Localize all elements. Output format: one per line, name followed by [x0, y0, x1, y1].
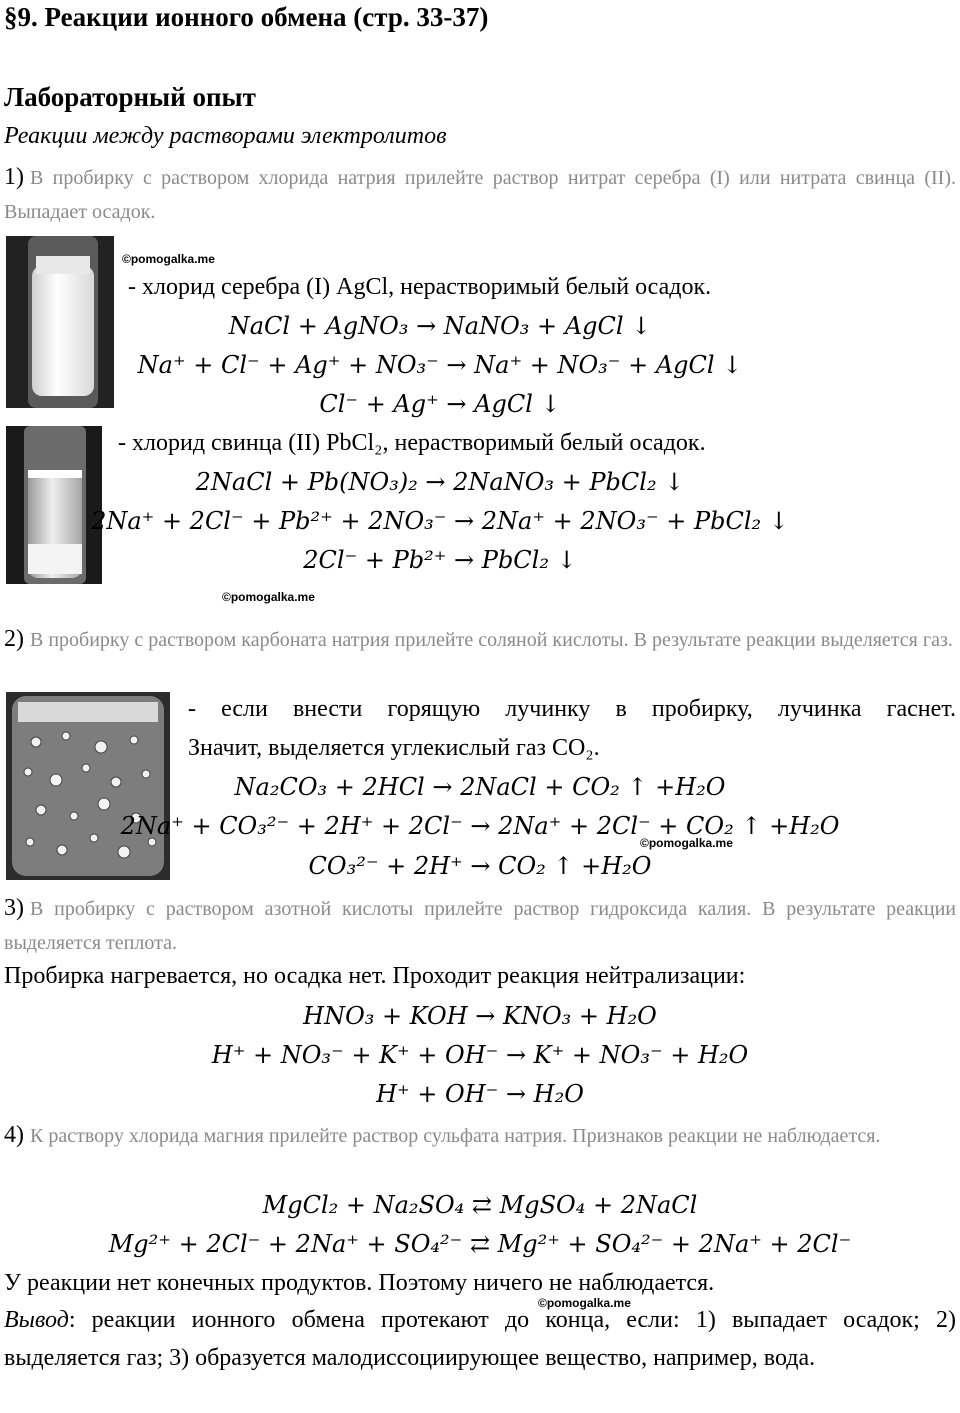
- task-text: В пробирку с раствором карбоната натрия прилейте соляной кислоты. В результате реакции выделяется газ.: [30, 629, 953, 651]
- section-heading: Лабораторный опыт: [4, 82, 256, 112]
- watermark: ©pomogalka.me: [122, 252, 215, 266]
- equation: H⁺ + OH⁻ → H₂O: [376, 1080, 584, 1108]
- co2-note-line-2: Значит, выделяется углекислый газ CO₂.: [188, 735, 600, 761]
- co2-note-line-1: - если внести горящую лучинку в пробирку, лучинка гаснет.: [188, 696, 956, 722]
- equation: 2Na⁺ + 2Cl⁻ + Pb²⁺ + 2NO₃⁻ → 2Na⁺ + 2NO₃⁻ + PbCl₂ ↓: [91, 507, 789, 535]
- agcl-note: - хлорид серебра (I) AgCl, нерастворимый белый осадок.: [128, 274, 712, 300]
- pbcl2-note: - хлорид свинца (II) PbCl₂, нерастворимый белый осадок.: [118, 430, 706, 456]
- equation: Mg²⁺ + 2Cl⁻ + 2Na⁺ + SO₄²⁻ ⇄ Mg²⁺ + SO₄²⁻ + 2Na⁺ + 2Cl⁻: [108, 1230, 852, 1258]
- equation: 2Na⁺ + CO₃²⁻ + 2H⁺ + 2Cl⁻ → 2Na⁺ + 2Cl⁻ + CO₂ ↑ +H₂O: [120, 812, 840, 840]
- task-text: К раствору хлорида магния прилейте раствор сульфата натрия. Признаков реакции не наблюдается.: [30, 1125, 881, 1147]
- no-products-note: У реакции нет конечных продуктов. Поэтому ничего не наблюдается.: [4, 1270, 715, 1296]
- equation: Na⁺ + Cl⁻ + Ag⁺ + NO₃⁻ → Na⁺ + NO₃⁻ + AgCl ↓: [137, 351, 743, 379]
- task-number: 3): [4, 895, 24, 921]
- equation: Cl⁻ + Ag⁺ → AgCl ↓: [319, 390, 561, 418]
- task-number: 2): [4, 626, 24, 652]
- equation: NaCl + AgNO₃ → NaNO₃ + AgCl ↓: [228, 312, 652, 340]
- equation: Na₂CO₃ + 2HCl → 2NaCl + CO₂ ↑ +H₂O: [234, 773, 726, 801]
- conclusion: [4, 1301, 956, 1377]
- watermark: ©pomogalka.me: [222, 590, 315, 604]
- conclusion-label: Вывод: [4, 1307, 69, 1333]
- equation: H⁺ + NO₃⁻ + K⁺ + OH⁻ → K⁺ + NO₃⁻ + H₂O: [211, 1041, 749, 1069]
- watermark: ©pomogalka.me: [538, 1296, 631, 1310]
- neutralization-note: Пробирка нагревается, но осадка нет. Проходит реакция нейтрализации:: [4, 963, 746, 989]
- task-1-instruction: [4, 160, 956, 229]
- task-2-instruction: [4, 622, 956, 657]
- page-title: §9. Реакции ионного обмена (стр. 33-37): [4, 2, 489, 32]
- section-subtitle: Реакции между растворами электролитов: [4, 123, 447, 149]
- task-number: 4): [4, 1122, 24, 1148]
- equation: CO₃²⁻ + 2H⁺ → CO₂ ↑ +H₂O: [308, 852, 652, 880]
- task-3-instruction: [4, 891, 956, 960]
- equation: 2NaCl + Pb(NO₃)₂ → 2NaNO₃ + PbCl₂ ↓: [195, 468, 685, 496]
- equation: 2Cl⁻ + Pb²⁺ → PbCl₂ ↓: [303, 546, 577, 574]
- equation: MgCl₂ + Na₂SO₄ ⇄ MgSO₄ + 2NaCl: [262, 1191, 698, 1219]
- task-text: В пробирку с раствором азотной кислоты прилейте раствор гидроксида калия. В результате реакции выделяется теплота.: [4, 898, 956, 954]
- task-number: 1): [4, 164, 24, 190]
- watermark: ©pomogalka.me: [640, 836, 733, 850]
- conclusion-text: : реакции ионного обмена протекают до конца, если: 1) выпадает осадок; 2) выделяется газ; 3) образуется малодиссоциирующее вещество, например, вода.: [4, 1307, 956, 1371]
- task-4-instruction: [4, 1118, 956, 1153]
- equation: HNO₃ + KOH → KNO₃ + H₂O: [303, 1002, 657, 1030]
- task-text: В пробирку с раствором хлорида натрия прилейте раствор нитрат серебра (I) или нитрата свинца (II). Выпадает осадок.: [4, 167, 956, 223]
